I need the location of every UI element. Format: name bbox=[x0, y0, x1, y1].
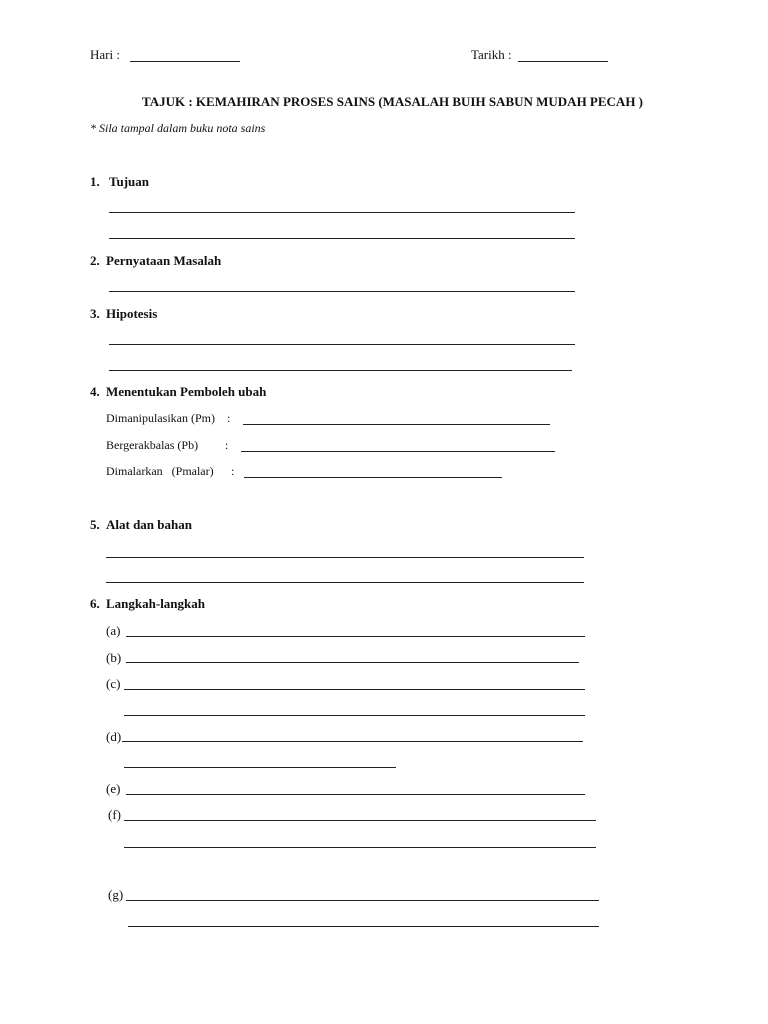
instruction-note: * Sila tampal dalam buku nota sains bbox=[90, 121, 266, 135]
tarikh-label: Tarikh : bbox=[471, 47, 512, 62]
pm-field-line[interactable] bbox=[243, 424, 550, 425]
pmalar-field-line[interactable] bbox=[244, 477, 502, 478]
step-d-label: (d) bbox=[106, 729, 122, 744]
section-5-title: Alat dan bahan bbox=[106, 517, 192, 532]
worksheet-title: TAJUK : KEMAHIRAN PROSES SAINS (MASALAH BUIH SABUN MUDAH PECAH ) bbox=[142, 94, 644, 109]
section-2-number: 2. bbox=[90, 253, 100, 268]
hari-label: Hari : bbox=[90, 47, 120, 62]
tujuan-line-2[interactable] bbox=[109, 238, 575, 239]
step-e-line[interactable] bbox=[126, 794, 585, 795]
section-6-title: Langkah-langkah bbox=[106, 596, 205, 611]
alat-line-2[interactable] bbox=[106, 582, 584, 583]
section-4-title: Menentukan Pemboleh ubah bbox=[106, 384, 267, 399]
section-4-number: 4. bbox=[90, 384, 100, 399]
pb-field-line[interactable] bbox=[241, 451, 555, 452]
step-c-line-1[interactable] bbox=[124, 689, 585, 690]
step-g-line-1[interactable] bbox=[126, 900, 599, 901]
tarikh-field-line[interactable] bbox=[518, 61, 608, 62]
section-1-title: Tujuan bbox=[109, 174, 149, 189]
section-2-title: Pernyataan Masalah bbox=[106, 253, 222, 268]
pm-colon: : bbox=[227, 411, 231, 425]
step-b-line[interactable] bbox=[126, 662, 579, 663]
step-c-label: (c) bbox=[106, 676, 121, 691]
step-f-line-2[interactable] bbox=[124, 847, 596, 848]
pb-colon: : bbox=[225, 438, 229, 452]
masalah-line-1[interactable] bbox=[109, 291, 575, 292]
hipotesis-line-1[interactable] bbox=[109, 344, 575, 345]
hipotesis-line-2[interactable] bbox=[109, 370, 572, 371]
step-g-label: (g) bbox=[108, 887, 124, 902]
pmalar-label: Dimalarkan (Pmalar) bbox=[106, 464, 214, 478]
step-f-line-1[interactable] bbox=[124, 820, 596, 821]
section-5-number: 5. bbox=[90, 517, 100, 532]
alat-line-1[interactable] bbox=[106, 557, 584, 558]
section-3-title: Hipotesis bbox=[106, 306, 158, 321]
section-1-number: 1. bbox=[90, 174, 100, 189]
step-g-line-2[interactable] bbox=[128, 926, 599, 927]
tujuan-line-1[interactable] bbox=[109, 212, 575, 213]
pm-label: Dimanipulasikan (Pm) bbox=[106, 411, 215, 425]
step-b-label: (b) bbox=[106, 650, 122, 665]
step-d-line-2[interactable] bbox=[124, 767, 396, 768]
step-d-line-1[interactable] bbox=[122, 741, 583, 742]
step-a-label: (a) bbox=[106, 623, 121, 638]
section-6-number: 6. bbox=[90, 596, 100, 611]
step-f-label: (f) bbox=[108, 807, 121, 822]
section-3-number: 3. bbox=[90, 306, 100, 321]
pb-label: Bergerakbalas (Pb) bbox=[106, 438, 199, 452]
step-a-line[interactable] bbox=[126, 636, 585, 637]
step-c-line-2[interactable] bbox=[124, 715, 585, 716]
pmalar-colon: : bbox=[231, 464, 235, 478]
step-e-label: (e) bbox=[106, 781, 121, 796]
hari-field-line[interactable] bbox=[130, 61, 240, 62]
